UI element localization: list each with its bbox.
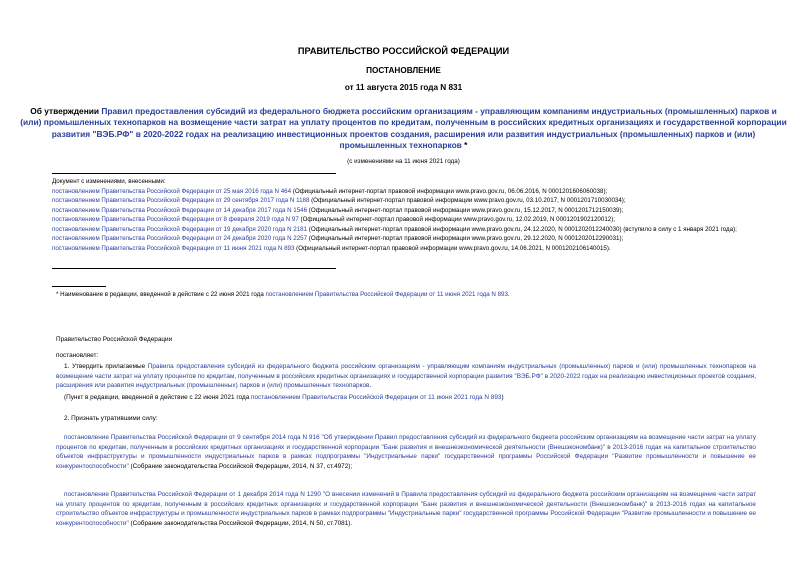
rules-link[interactable]: Правила предоставления субсидий из федерального бюджета российским организациям - управляющим компаниям индустриальных (промышленных) парков и (или) промышленных технопарков на возмещение части затрат на уплату процентов по кредитам, полученным в российских кредитных организациях и государственной корпорации развития "ВЭБ.РФ" в 2020-2022 годах на реализацию инвестиционных проектов создания, расширения или развития индустриальных (промышленных) парков и (или) промышленных технопарков — [56, 363, 756, 390]
amendment-link[interactable]: постановлением Правительства Российской Федерации от 19 декабря 2020 года N 2181 — [52, 225, 308, 233]
amendments-list — [52, 177, 752, 253]
list-item: постановлением Правительства Российской Федерации от 8 февраля 2019 года N 97 (Официальный интернет-портал правовой информации www.pravo.gov.ru, 12.02.2019, N 0001201902120012); — [52, 216, 615, 223]
item-1: 1. Утвердить прилагаемые Правила предоставления субсидий из федерального бюджета российским организациям - управляющим компаниям индустриальных (промышленных) парков и (или) промышленных технопарков на возмещение части затрат на уплату процентов по кредитам, полученным в российских кредитных организациях и государственной корпорации развития "ВЭБ.РФ" в 2020-2022 годах на реализацию инвестиционных проектов создания, расширения или развития индустриальных (промышленных) парков и (или) промышленных технопарков. — [56, 363, 756, 390]
divider-top — [52, 173, 336, 174]
item-1-note-link[interactable]: постановлением Правительства Российской Федерации от 11 июня 2021 года N 893 — [251, 394, 502, 401]
footnote-link[interactable]: постановлением Правительства Российской Федерации от 11 июня 2021 года N 893 — [265, 291, 508, 298]
document-title — [20, 106, 787, 152]
item-2: 2. Признать утратившими силу: — [64, 415, 158, 422]
repeal-link-2[interactable]: постановление Правительства Российской Федерации от 1 декабря 2014 года N 1290 "О внесении изменений в Правила предоставления субсидий из федерального бюджета российским организациям на возмещение части затрат на уплату процентов по кредитам, полученным в российских кредитных организациях и государственной корпорации "Банк развития и внешнеэкономической деятельности (Внешэкономбанк)" в 2013-2016 годах на капитальное строительство объектов инфраструктуры и промышленности индустриальных парков в рамках подпрограммы "Индустриальные парки" государственной программы Российской Федерации "Развитие промышленности и повышение ее конкурентоспособности" — [56, 491, 756, 527]
repeal-link-1[interactable]: постановление Правительства Российской Федерации от 9 сентября 2014 года N 916 "Об утверждении Правил предоставления субсидий из федерального бюджета российским организациям на возмещение части затрат на уплату процентов по кредитам, полученным в российских кредитных организациях и государственной корпорации "Банк развития и внешнеэкономической деятельности (Внешэкономбанк)" в 2013-2016 годах на капитальное строительство объектов инфраструктуры и промышленности индустриальных парков в рамках подпрограммы "Индустриальные парки" государственной программы Российской Федерации "Развитие промышленности и повышение ее конкурентоспособности" — [56, 434, 756, 470]
amendment-link[interactable]: постановлением Правительства Российской Федерации от 29 сентября 2017 года N 1188 — [52, 197, 310, 204]
doc-type-heading: ПОСТАНОВЛЕНИЕ — [366, 66, 441, 75]
list-item: постановлением Правительства Российской Федерации от 19 декабря 2020 года N 2181 (Официальный интернет-портал правовой информации www.pravo.gov.ru, 24.12.2020, N 0001202012240030) (вступило в силу с 1 января 2021 года); — [52, 225, 737, 233]
list-item: постановлением Правительства Российской Федерации от 24 декабря 2020 года N 2257 (Официальный интернет-портал правовой информации www.pravo.gov.ru, 29.12.2020, N 0001202012290031); — [52, 235, 624, 242]
list-item: постановлением Правительства Российской Федерации от 29 сентября 2017 года N 1188 (Официальный интернет-портал правовой информации www.pravo.gov.ru, 03.10.2017, N 0001201710030034); — [52, 197, 626, 204]
amendment-link[interactable]: постановлением Правительства Российской Федерации от 8 февраля 2019 года N 97 — [52, 216, 299, 223]
revision-note: (с изменениями на 11 июня 2021 года) — [347, 158, 460, 165]
footnote: * Наименование в редакции, введенной в действие с 22 июня 2021 года постановлением Правительства Российской Федерации от 11 июня 2021 года N 893. — [56, 291, 510, 298]
amendment-link[interactable]: постановлением Правительства Российской Федерации от 24 декабря 2020 года N 2257 — [52, 235, 308, 242]
footnote-rule — [52, 286, 106, 287]
amendments-heading: Документ с изменениями, внесенными: — [52, 178, 166, 185]
date-number: от 11 августа 2015 года N 831 — [344, 83, 463, 92]
issuer: Правительство Российской Федерации — [56, 336, 173, 343]
repeal-item-2: постановление Правительства Российской Федерации от 1 декабря 2014 года N 1290 "О внесении изменений в Правила предоставления субсидий из федерального бюджета российским организациям на возмещение части затрат на уплату процентов по кредитам, полученным в российских кредитных организациях и государственной корпорации "Банк развития и внешнеэкономической деятельности (Внешэкономбанк)" в 2013-2016 годах на капитальное строительство объектов инфраструктуры и промышленности индустриальных парков в рамках подпрограммы "Индустриальные парки" государственной программы Российской Федерации "Развитие промышленности и повышение ее конкурентоспособности" (Собрание законодательства Российской Федерации, 2014, N 50, ст.7081). — [56, 491, 756, 527]
amendment-link[interactable]: постановлением Правительства Российской Федерации от 14 декабря 2017 года N 1546 — [52, 206, 308, 214]
divider-middle — [52, 268, 336, 269]
amendment-link[interactable]: постановлением Правительства Российской Федерации от 25 мая 2016 года N 464 — [52, 187, 292, 195]
list-item: постановлением Правительства Российской Федерации от 25 мая 2016 года N 464 (Официальный интернет-портал правовой информации www.pravo.gov.ru, 06.06.2016, N 0001201606060038); — [52, 187, 608, 195]
list-item: постановлением Правительства Российской Федерации от 14 декабря 2017 года N 1546 (Официальный интернет-портал правовой информации www.pravo.gov.ru, 15.12.2017, N 0001201712150039); — [52, 206, 624, 214]
title-rules-link[interactable]: Правил предоставления субсидий из федерального бюджета российским организациям - управляющим компаниям индустриальных (промышленных) парков и (или) промышленных технопарков на возмещение части затрат на уплату процентов по кредитам, полученным в российских кредитных организациях и государственной корпорации развития "ВЭБ.РФ" в 2020-2022 годах на реализацию инвестиционных проектов создания, расширения или развития индустриальных (промышленных) парков и (или) промышленных технопарков — [20, 106, 787, 151]
repeal-item-1: постановление Правительства Российской Федерации от 9 сентября 2014 года N 916 "Об утверждении Правил предоставления субсидий из федерального бюджета российским организациям на возмещение части затрат на уплату процентов по кредитам, полученным в российских кредитных организациях и государственной корпорации "Банк развития и внешнеэкономической деятельности (Внешэкономбанк)" в 2013-2016 годах на капитальное строительство объектов инфраструктуры и промышленности индустриальных парков в рамках подпрограммы "Индустриальные парки" государственной программы Российской Федерации "Развитие промышленности и повышение ее конкурентоспособности" (Собрание законодательства Российской Федерации, 2014, N 37, ст.4972); — [56, 434, 756, 470]
resolves-word: постановляет: — [56, 352, 99, 359]
government-heading: ПРАВИТЕЛЬСТВО РОССИЙСКОЙ ФЕДЕРАЦИИ — [297, 46, 510, 56]
item-1-note: (Пункт в редакции, введенной в действие с 22 июня 2021 года постановлением Правительства Российской Федерации от 11 июня 2021 года N 893) — [64, 394, 504, 401]
title-prefix: Об утверждении — [30, 106, 102, 116]
title-suffix: * — [461, 140, 468, 151]
amendment-link[interactable]: постановлением Правительства Российской Федерации от 11 июня 2021 года N 893 — [52, 244, 295, 252]
list-item: постановлением Правительства Российской Федерации от 11 июня 2021 года N 893 (Официальный интернет-портал правовой информации www.pravo.gov.ru, 14.06.2021, N 0001202106140015). — [52, 244, 611, 252]
